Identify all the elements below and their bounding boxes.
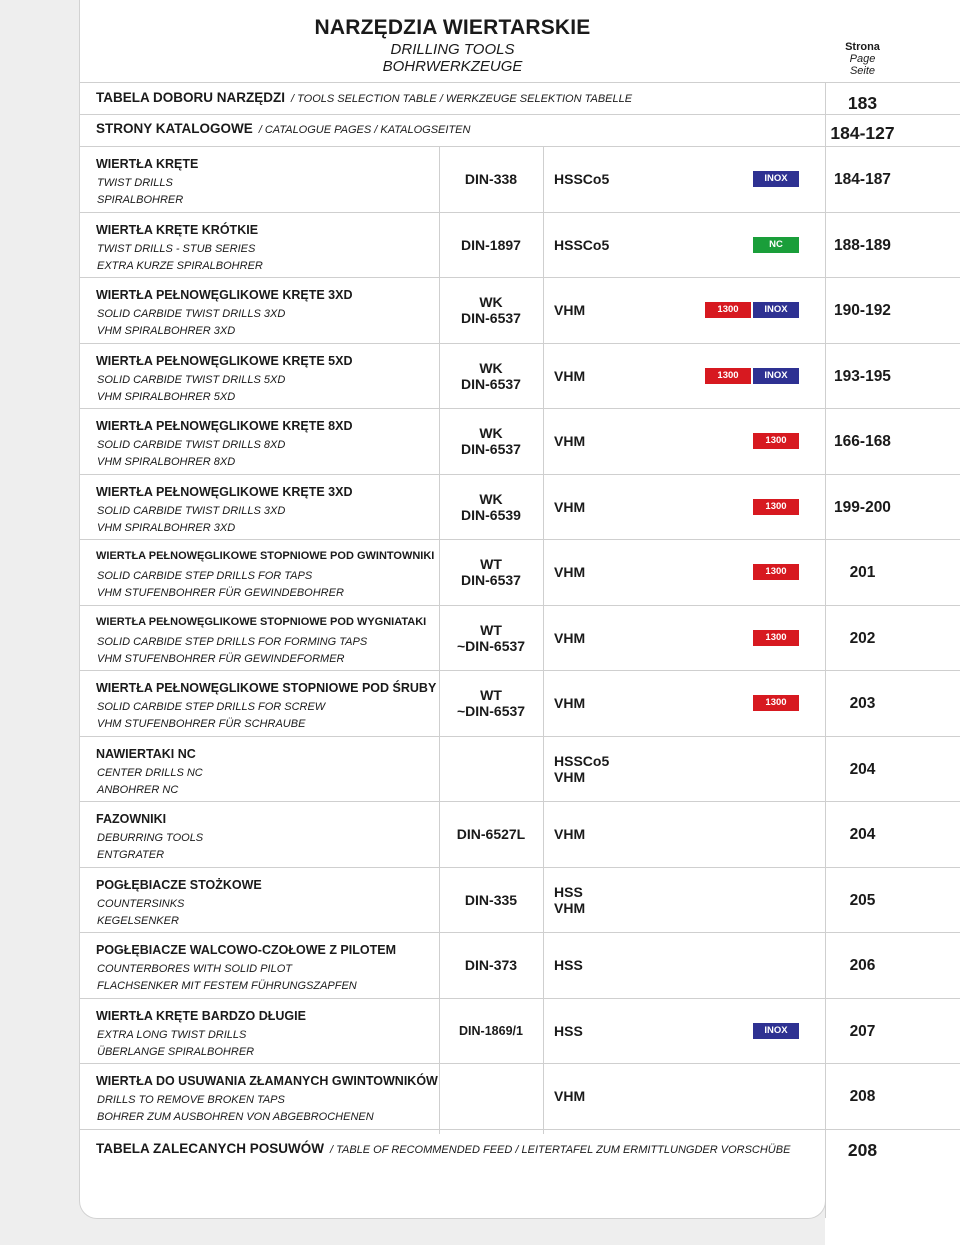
product-title: WIERTŁA PEŁNOWĘGLIKOWE STOPNIOWE POD WYGNIATAKI	[96, 615, 427, 628]
product-name-en: CENTER DRILLS NC	[97, 766, 203, 779]
product-name-de: VHM STUFENBOHRER FÜR GEWINDEFORMER	[97, 652, 345, 665]
material	[554, 1023, 583, 1039]
product-title: WIERTŁA PEŁNOWĘGLIKOWE KRĘTE 3XD	[96, 484, 353, 499]
din-line: DIN-6539	[461, 506, 521, 523]
page-subtitle-en: DRILLING TOOLS	[390, 41, 515, 58]
selection-table-link[interactable]	[96, 90, 632, 105]
inox-badge: INOX	[753, 171, 799, 187]
feed-table-page: 208	[847, 1140, 878, 1160]
product-title: WIERTŁA PEŁNOWĘGLIKOWE STOPNIOWE POD ŚRUBY	[96, 681, 437, 695]
material	[554, 302, 585, 318]
product-name-en: TWIST DRILLS - STUB SERIES	[97, 242, 256, 255]
material	[554, 826, 585, 842]
din-line: WT	[480, 687, 502, 703]
hardness-1300-badge: 1300	[705, 368, 751, 384]
catalogue-pages-page: 184-127	[830, 123, 895, 143]
material	[554, 884, 585, 916]
catalogue-page-number: 199-200	[834, 498, 891, 516]
material	[554, 753, 609, 785]
material	[554, 1088, 585, 1104]
din-standard	[440, 360, 542, 392]
table-row[interactable]	[80, 737, 960, 802]
din-standard	[440, 826, 542, 842]
din-standard	[440, 556, 542, 588]
catalogue-page-number: 208	[849, 1088, 876, 1105]
table-row[interactable]	[80, 868, 960, 933]
material-line: HSS	[554, 957, 583, 973]
material-line: VHM	[554, 1088, 586, 1104]
material	[554, 433, 585, 449]
material-line: VHM	[554, 899, 586, 916]
hardness-1300-badge: 1300	[753, 695, 799, 711]
din-line: DIN-6537	[461, 375, 521, 392]
catalogue-page-number: 190-192	[834, 302, 891, 319]
din-line: DIN-338	[464, 171, 518, 187]
catalogue-pages-translations: / CATALOGUE PAGES / KATALOGSEITEN	[258, 124, 471, 136]
page-label-en: Page	[849, 53, 876, 65]
product-name-de: VHM STUFENBOHRER FÜR GEWINDEBOHRER	[97, 587, 344, 599]
table-row[interactable]	[80, 147, 960, 212]
hardness-1300-badge: 1300	[753, 564, 799, 580]
product-name-en: TWIST DRILLS	[97, 177, 173, 189]
material	[554, 957, 583, 973]
catalogue-page-number: 201	[849, 564, 876, 581]
product-title: FAZOWNIKI	[96, 812, 167, 826]
product-name-de: VHM SPIRALBOHRER 3XD	[97, 325, 236, 337]
page-header	[80, 0, 825, 82]
material	[554, 564, 585, 580]
material-line: VHM	[554, 498, 586, 515]
page-label-de: Seite	[849, 65, 876, 77]
product-name-de: SPIRALBOHRER	[97, 194, 184, 206]
product-name-de: ENTGRATER	[97, 849, 165, 861]
feed-table-translations: / TABLE OF RECOMMENDED FEED / LEITERTAFEL ZUM ERMITTLUNGDER VORSCHÜBE	[329, 1144, 791, 1156]
product-name-en: SOLID CARBIDE STEP DRILLS FOR FORMING TAPS	[97, 635, 368, 648]
product-name-en: EXTRA LONG TWIST DRILLS	[97, 1028, 247, 1041]
page-title: NARZĘDZIA WIERTARSKIE	[314, 16, 591, 39]
product-name-de: VHM SPIRALBOHRER 3XD	[97, 521, 236, 534]
product-name-de: ANBOHRER NC	[97, 783, 179, 796]
table-row[interactable]	[80, 540, 960, 605]
din-line: WK	[479, 490, 503, 507]
material	[554, 368, 585, 384]
divider	[80, 82, 960, 83]
catalogue-page-number: 203	[849, 695, 876, 712]
product-name-de: BOHRER ZUM AUSBOHREN VON ABGEBROCHENEN	[97, 1111, 374, 1123]
material-line: HSSCo5	[554, 236, 610, 253]
divider	[80, 114, 960, 115]
din-line: DIN-6537	[461, 310, 521, 326]
material-line: HSS	[554, 1022, 583, 1039]
product-name-en: SOLID CARBIDE STEP DRILLS FOR TAPS	[97, 570, 313, 582]
product-title: POGŁĘBIACZE STOŻKOWE	[96, 877, 262, 892]
catalogue-page-number: 205	[849, 891, 876, 909]
product-name-de: VHM SPIRALBOHRER 8XD	[97, 456, 236, 468]
table-row[interactable]	[80, 344, 960, 409]
table-row[interactable]	[80, 1064, 960, 1129]
inox-badge: INOX	[753, 302, 799, 318]
hardness-1300-badge: 1300	[753, 499, 799, 515]
din-line: DIN-6527L	[456, 826, 526, 842]
hardness-1300-badge: 1300	[705, 302, 751, 318]
din-line: DIN-6537	[461, 572, 521, 588]
din-line: DIN-6537	[461, 441, 521, 457]
din-line: ~DIN-6537	[456, 637, 526, 654]
selection-table-page: 183	[847, 93, 878, 113]
material-line: VHM	[554, 695, 586, 711]
product-title: POGŁĘBIACZE WALCOWO-CZOŁOWE Z PILOTEM	[96, 943, 396, 957]
column-divider	[439, 146, 440, 1134]
din-standard	[440, 892, 542, 908]
din-standard	[440, 294, 542, 326]
catalogue-page-number: 202	[849, 629, 876, 647]
material	[554, 499, 585, 515]
selection-table-title: TABELA DOBORU NARZĘDZI	[96, 90, 285, 105]
hardness-1300-badge: 1300	[753, 433, 799, 449]
hardness-1300-badge: 1300	[753, 630, 799, 646]
catalogue-page-number: 166-168	[834, 433, 891, 450]
table-row[interactable]	[80, 409, 960, 474]
material	[554, 695, 585, 711]
row-divider	[80, 1129, 960, 1130]
product-name-en: SOLID CARBIDE TWIST DRILLS 5XD	[97, 373, 286, 386]
product-title: WIERTŁA PEŁNOWĘGLIKOWE STOPNIOWE POD GWINTOWNIKI	[96, 550, 435, 562]
table-row[interactable]	[80, 933, 960, 998]
product-title: WIERTŁA PEŁNOWĘGLIKOWE KRĘTE 5XD	[96, 353, 353, 368]
material	[554, 237, 609, 253]
product-title: NAWIERTAKI NC	[96, 746, 196, 761]
din-line: WK	[479, 294, 503, 310]
product-name-de: EXTRA KURZE SPIRALBOHRER	[97, 259, 263, 272]
material-line: VHM	[554, 826, 586, 842]
material-line: VHM	[554, 768, 586, 785]
product-name-de: VHM SPIRALBOHRER 5XD	[97, 390, 236, 403]
product-title: WIERTŁA KRĘTE	[96, 157, 199, 171]
product-name-de: KEGELSENKER	[97, 914, 179, 927]
inox-badge: INOX	[753, 1023, 799, 1039]
product-name-en: DEBURRING TOOLS	[97, 832, 204, 844]
column-divider	[825, 82, 826, 1218]
catalogue-page-number: 188-189	[834, 236, 891, 254]
column-divider	[543, 146, 544, 1134]
din-line: WT	[480, 621, 502, 638]
table-row[interactable]	[80, 606, 960, 671]
material-line: VHM	[554, 302, 586, 318]
din-line: ~DIN-6537	[456, 703, 526, 719]
din-standard	[440, 425, 542, 457]
catalogue-page-number: 193-195	[834, 367, 891, 385]
din-standard	[440, 622, 542, 654]
product-name-en: COUNTERSINKS	[97, 897, 185, 910]
catalogue-pages-title: STRONY KATALOGOWE	[96, 121, 253, 136]
product-title: WIERTŁA KRĘTE BARDZO DŁUGIE	[96, 1008, 306, 1023]
product-name-de: ÜBERLANGE SPIRALBOHRER	[97, 1045, 255, 1058]
product-name-en: COUNTERBORES WITH SOLID PILOT	[97, 963, 292, 975]
catalogue-page-number: 206	[849, 957, 876, 974]
material	[554, 171, 609, 187]
din-line: WT	[480, 556, 502, 572]
product-name-en: SOLID CARBIDE TWIST DRILLS 3XD	[97, 308, 286, 320]
material	[554, 630, 585, 646]
din-line: DIN-373	[464, 957, 518, 973]
page-subtitle-de: BOHRWERKZEUGE	[382, 58, 523, 75]
product-title: WIERTŁA DO USUWANIA ZŁAMANYCH GWINTOWNIKÓW	[96, 1074, 438, 1088]
feed-table-link[interactable]	[96, 1141, 790, 1156]
din-line: WK	[479, 425, 503, 441]
din-line: DIN-335	[464, 891, 518, 908]
table-row[interactable]	[80, 802, 960, 867]
product-name-en: SOLID CARBIDE TWIST DRILLS 8XD	[97, 439, 286, 451]
product-name-en: SOLID CARBIDE TWIST DRILLS 3XD	[97, 504, 286, 517]
material-line: HSSCo5	[554, 752, 610, 769]
product-name-de: VHM STUFENBOHRER FÜR SCHRAUBE	[97, 718, 306, 730]
product-name-en: SOLID CARBIDE STEP DRILLS FOR SCREW	[97, 701, 326, 713]
selection-table-translations: / TOOLS SELECTION TABLE / WERKZEUGE SELEKTION TABELLE	[291, 93, 633, 105]
din-standard	[440, 1023, 542, 1039]
product-title: WIERTŁA KRĘTE KRÓTKIE	[96, 222, 259, 237]
table-row[interactable]	[80, 278, 960, 343]
din-standard	[440, 957, 542, 973]
product-name-de: FLACHSENKER MIT FESTEM FÜHRUNGSZAPFEN	[97, 980, 357, 992]
material-line: HSS	[554, 883, 583, 900]
din-standard	[440, 171, 542, 187]
nc-badge: NC	[753, 237, 799, 253]
catalogue-pages-link[interactable]	[96, 121, 470, 136]
table-row[interactable]	[80, 475, 960, 540]
product-title: WIERTŁA PEŁNOWĘGLIKOWE KRĘTE 3XD	[96, 288, 353, 302]
din-line: DIN-1897	[461, 236, 521, 253]
feed-table-title: TABELA ZALECANYCH POSUWÓW	[96, 1141, 324, 1156]
catalogue-page-number: 204	[849, 760, 876, 778]
din-line: WK	[479, 359, 503, 376]
catalogue-page-number: 184-187	[834, 171, 891, 188]
product-name-en: DRILLS TO REMOVE BROKEN TAPS	[97, 1094, 285, 1106]
din-line: DIN-1869/1	[459, 1023, 523, 1038]
din-standard	[440, 687, 542, 719]
material-line: HSSCo5	[554, 171, 610, 187]
din-standard	[440, 237, 542, 253]
table-row[interactable]	[80, 671, 960, 736]
catalogue-page-number: 207	[849, 1022, 876, 1040]
table-row[interactable]	[80, 213, 960, 278]
material-line: VHM	[554, 433, 586, 449]
material-line: VHM	[554, 367, 586, 384]
product-title: WIERTŁA PEŁNOWĘGLIKOWE KRĘTE 8XD	[96, 419, 353, 433]
material-line: VHM	[554, 564, 586, 580]
catalogue-page-number: 204	[849, 826, 876, 843]
page-label-pl: Strona	[845, 41, 880, 53]
material-line: VHM	[554, 629, 586, 646]
din-standard	[440, 491, 542, 523]
inox-badge: INOX	[753, 368, 799, 384]
table-row[interactable]	[80, 999, 960, 1064]
